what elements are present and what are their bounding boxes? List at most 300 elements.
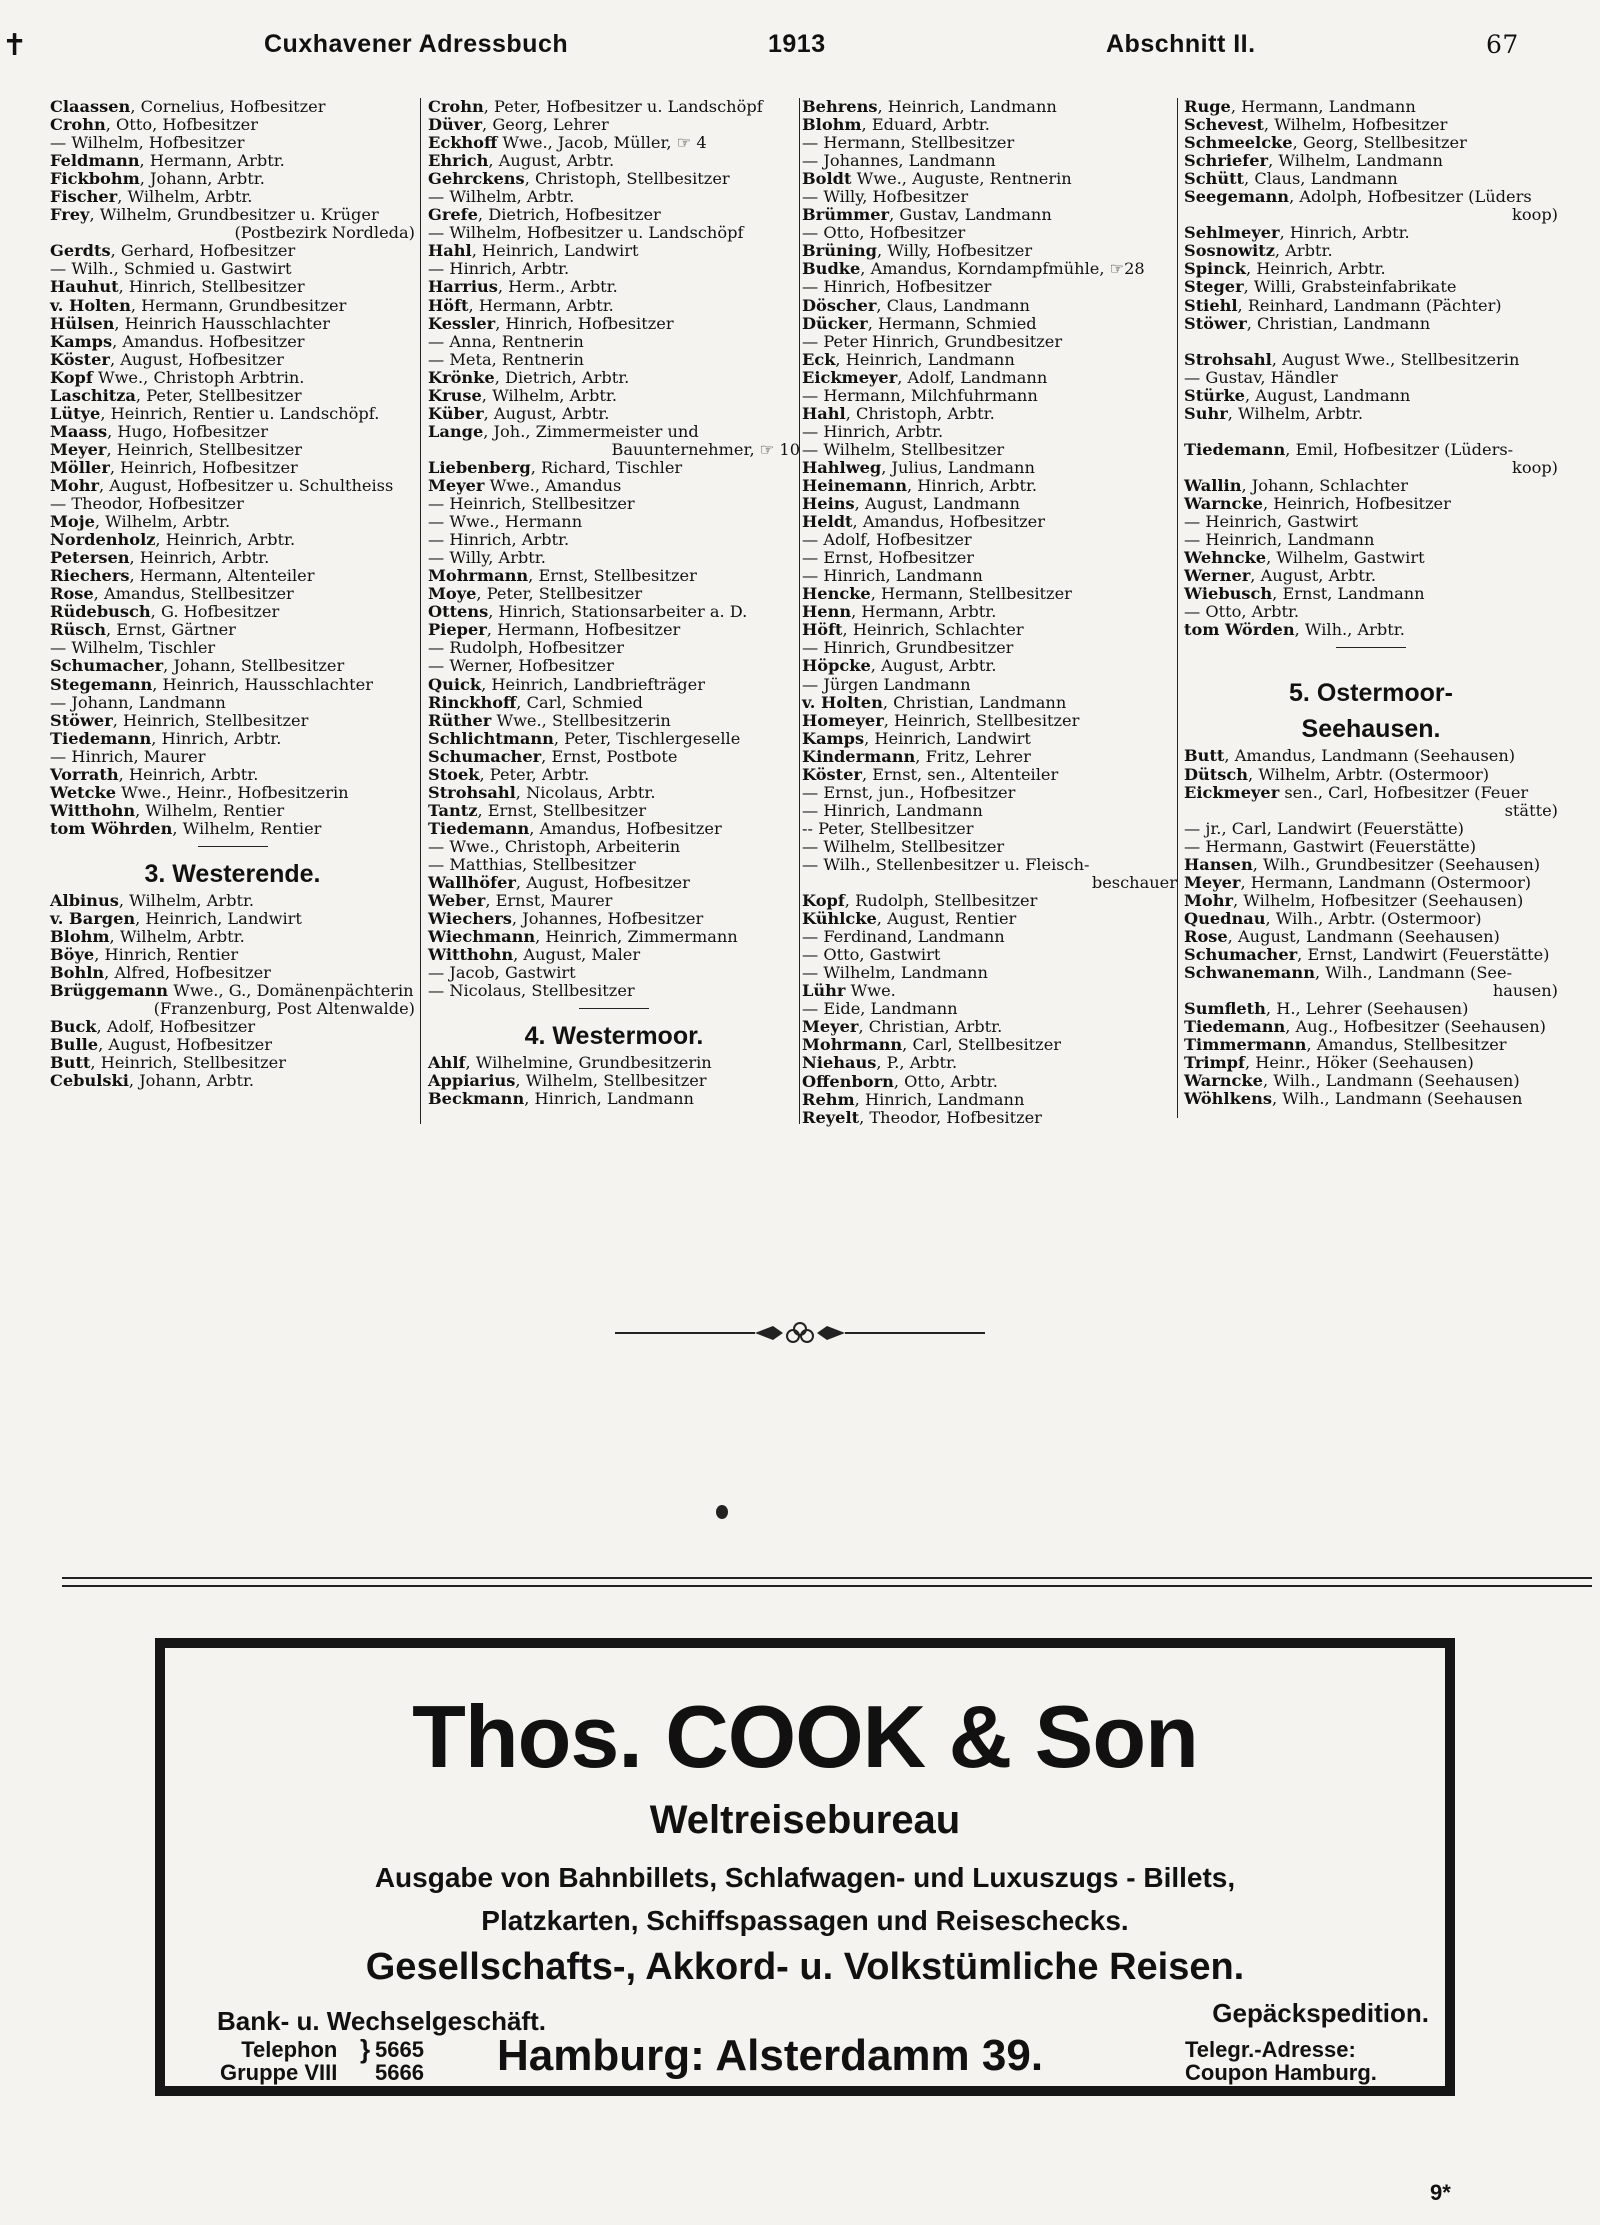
directory-entry xyxy=(50,134,415,152)
entry-details: , Heinrich, Landmann xyxy=(877,97,1057,116)
entry-surname: Hülsen xyxy=(50,313,115,333)
directory-entry xyxy=(1184,747,1558,765)
directory-entry xyxy=(802,928,1177,946)
entry-surname: Blohm xyxy=(802,115,862,135)
entry-surname: Homeyer xyxy=(802,710,884,730)
entry-details: koop) xyxy=(1512,205,1558,225)
directory-entry xyxy=(428,477,800,495)
entry-details: , Alfred, Hofbesitzer xyxy=(104,963,271,983)
entry-details: , Hermann, Grundbesitzer xyxy=(130,295,347,315)
directory-entry xyxy=(802,1018,1177,1036)
entry-details: — Hermann, Milchfuhrmann xyxy=(802,385,1038,405)
directory-entry xyxy=(802,278,1177,296)
entry-surname: Eickmeyer xyxy=(802,367,898,387)
directory-entry xyxy=(50,567,415,585)
entry-details: , Adolf, Landmann xyxy=(897,367,1048,387)
entry-details: , Johann, Stellbesitzer xyxy=(163,656,345,676)
spacer xyxy=(1184,333,1558,351)
directory-entry xyxy=(802,242,1177,260)
advertisement-box xyxy=(155,1638,1455,2096)
entry-details: , Hermann, Altenteiler xyxy=(129,566,315,586)
entry-surname: Bulle xyxy=(50,1035,99,1055)
entry-surname: Hahl xyxy=(802,403,846,423)
entry-details: — Wilhelm, Arbtr. xyxy=(428,187,575,207)
directory-entry xyxy=(50,766,415,784)
entry-surname: Liebenberg xyxy=(428,457,531,477)
directory-entry xyxy=(428,188,800,206)
entry-surname: v. Holten xyxy=(802,692,883,712)
directory-entry xyxy=(428,712,800,730)
entry-surname: tom Wörden xyxy=(1184,620,1295,640)
directory-entry xyxy=(802,820,1177,838)
entry-details: , Otto, Hofbesitzer xyxy=(105,115,258,135)
entry-surname: Köster xyxy=(802,764,862,784)
entry-details: — Johann, Landmann xyxy=(50,692,226,712)
entry-details: — Wilhelm, Tischler xyxy=(50,638,216,658)
directory-entry xyxy=(802,459,1177,477)
ad-subtitle: Weltreisebureau xyxy=(649,1798,961,1842)
entry-details: , Heinrich, Hausschlachter xyxy=(152,674,373,694)
directory-entry xyxy=(802,549,1177,567)
directory-entry xyxy=(1184,513,1558,531)
directory-entry xyxy=(802,892,1177,910)
entry-details: — Otto, Gastwirt xyxy=(802,945,941,965)
entry-details: , Hinrich, Stationsarbeiter a. D. xyxy=(488,602,748,622)
directory-entry xyxy=(50,441,415,459)
directory-entry xyxy=(802,730,1177,748)
entry-details: , Willi, Grabsteinfabrikate xyxy=(1243,277,1457,297)
entry-details: , August, Arbtr. xyxy=(870,656,997,676)
entry-details: Wwe., Auguste, Rentnerin xyxy=(851,169,1072,189)
entry-details: , Wilhelm, Arbtr. xyxy=(94,512,231,532)
directory-entry xyxy=(1184,1090,1558,1108)
entry-surname: Harrius xyxy=(428,277,498,297)
entry-details: , Heinrich, Arbtr. xyxy=(129,548,270,568)
entry-surname: Maass xyxy=(50,421,108,441)
directory-entry xyxy=(802,333,1177,351)
ad-services-line-2: Platzkarten, Schiffspassagen und Reiseschecks. xyxy=(481,1905,1129,1936)
entry-surname: Ruge xyxy=(1184,97,1231,116)
entry-details: , Amandus, Korndampfmühle, ☞28 xyxy=(860,259,1145,279)
entry-details: , Heinrich, Landwirt xyxy=(864,728,1031,748)
directory-entry xyxy=(428,387,800,405)
entry-details: , Wilh., Arbtr. xyxy=(1294,620,1405,640)
entry-details: , Wilhelmine, Grundbesitzerin xyxy=(465,1053,712,1073)
directory-entry xyxy=(802,170,1177,188)
section-separator xyxy=(428,1000,800,1018)
entry-surname: Brüning xyxy=(802,241,877,261)
entry-details: , Ernst, Postbote xyxy=(541,746,678,766)
entry-details: , Peter, Stellbesitzer xyxy=(135,385,302,405)
entry-surname: Sehlmeyer xyxy=(1184,223,1280,243)
entry-details: , Hugo, Hofbesitzer xyxy=(107,421,268,441)
entry-surname: Rose xyxy=(50,584,94,604)
entry-surname: Eickmeyer xyxy=(1184,782,1280,802)
entry-surname: Rinckhoff xyxy=(428,692,517,712)
entry-details: (Postbezirk Nordleda) xyxy=(234,223,415,243)
directory-entry xyxy=(50,585,415,603)
entry-details: , August, Arbtr. xyxy=(488,151,615,171)
entry-details: — jr., Carl, Landwirt (Feuerstätte) xyxy=(1184,818,1464,838)
directory-entry xyxy=(1184,1036,1558,1054)
book-title: Cuxhavener Adressbuch xyxy=(264,30,569,58)
entry-surname: Boldt xyxy=(802,169,852,189)
section-label: Abschnitt II. xyxy=(1106,30,1256,58)
entry-details: — Heinrich, Landmann xyxy=(1184,530,1375,550)
directory-entry xyxy=(1184,784,1558,802)
entry-surname: Höft xyxy=(802,620,843,640)
directory-entry xyxy=(802,260,1177,278)
entry-details: , Wilh., Landmann (See- xyxy=(1314,963,1513,983)
directory-entry xyxy=(50,351,415,369)
entry-surname: Warncke xyxy=(1184,1071,1263,1091)
entry-surname: Buck xyxy=(50,1017,97,1037)
directory-entry xyxy=(1184,1054,1558,1072)
directory-entry xyxy=(50,513,415,531)
entry-details: Wwe., Christoph Arbtrin. xyxy=(92,367,305,387)
ornament-divider xyxy=(615,1318,985,1348)
entry-details: Bauunternehmer, ☞ 10 xyxy=(611,439,800,459)
entry-surname: Stiehl xyxy=(1184,295,1238,315)
directory-entry xyxy=(50,98,415,116)
entry-surname: Pieper xyxy=(428,620,487,640)
ad-telegram xyxy=(1185,2038,1377,2084)
entry-details: , Claus, Landmann xyxy=(1244,169,1398,189)
entry-details: , Peter, Tischlergeselle xyxy=(553,728,741,748)
entry-surname: Beckmann xyxy=(428,1089,525,1109)
entry-details: , Joh., Zimmermeister und xyxy=(483,421,699,441)
entry-surname: Kamps xyxy=(802,728,865,748)
directory-entry xyxy=(802,369,1177,387)
column-1 xyxy=(50,98,415,1090)
directory-entry xyxy=(50,1018,415,1036)
page-header xyxy=(0,30,1600,70)
entry-details: , Ernst, sen., Altenteiler xyxy=(861,764,1059,784)
entry-details: , Heinrich, Hofbesitzer xyxy=(1262,494,1451,514)
directory-entry xyxy=(802,838,1177,856)
ad-bank-service: Bank- u. Wechselgeschäft. xyxy=(217,2006,546,2036)
directory-entry xyxy=(50,116,415,134)
directory-entry xyxy=(428,224,800,242)
entry-surname: Köster xyxy=(50,349,110,369)
entry-details: , Peter, Stellbesitzer xyxy=(476,584,643,604)
entry-surname: Tiedemann xyxy=(1184,1017,1286,1037)
entry-surname: Ottens xyxy=(428,602,489,622)
directory-entry xyxy=(428,802,800,820)
directory-entry xyxy=(1184,98,1558,116)
directory-entry xyxy=(802,387,1177,405)
entry-details: , Wilh., Landmann (Seehausen xyxy=(1271,1089,1523,1109)
directory-entry xyxy=(802,946,1177,964)
directory-entry xyxy=(1184,405,1558,423)
entry-details: , Dietrich, Hofbesitzer xyxy=(477,205,661,225)
directory-entry xyxy=(50,549,415,567)
directory-entry xyxy=(802,188,1177,206)
entry-details: , Wilhelm, Arbtr. xyxy=(481,385,618,405)
entry-details: — Ernst, Hofbesitzer xyxy=(802,548,975,568)
directory-entry xyxy=(428,946,800,964)
entry-details: — Wilhelm, Landmann xyxy=(802,963,988,983)
entry-details: — Gustav, Händler xyxy=(1184,367,1338,387)
entry-details: , Aug., Hofbesitzer (Seehausen) xyxy=(1285,1017,1546,1037)
signature-mark: 9* xyxy=(1430,2180,1451,2205)
directory-entry xyxy=(802,405,1177,423)
directory-entry xyxy=(428,116,800,134)
entry-details: — Hinrich, Arbtr. xyxy=(428,259,570,279)
directory-entry xyxy=(802,1054,1177,1072)
entry-details: — Hermann, Stellbesitzer xyxy=(802,133,1015,153)
directory-entry xyxy=(50,531,415,549)
directory-entry xyxy=(1184,242,1558,260)
entry-surname: Schevest xyxy=(1184,115,1264,135)
entry-details: , Heinrich, Schlachter xyxy=(842,620,1024,640)
entry-surname: Frey xyxy=(50,205,90,225)
entry-surname: Suhr xyxy=(1184,403,1228,423)
entry-details: , Hinrich, Stellbesitzer xyxy=(118,277,305,297)
entry-details: (Franzenburg, Post Altenwalde) xyxy=(153,999,415,1019)
entry-surname: Cebulski xyxy=(50,1071,129,1091)
entry-details: , Heinrich, Stellbesitzer xyxy=(112,710,309,730)
directory-entry xyxy=(50,369,415,387)
directory-entry xyxy=(50,676,415,694)
directory-entry xyxy=(1184,224,1558,242)
directory-entry xyxy=(1184,910,1558,928)
entry-details: , Georg, Stellbesitzer xyxy=(1292,133,1467,153)
entry-details: — Hinrich, Landmann xyxy=(802,800,983,820)
entry-details: , Amandus, Landmann (Seehausen) xyxy=(1224,746,1516,766)
directory-entry xyxy=(1184,441,1558,459)
entry-surname: Höft xyxy=(428,295,469,315)
entry-surname: Rose xyxy=(1184,926,1228,946)
directory-entry xyxy=(50,333,415,351)
entry-details: — Wilh., Stellenbesitzer u. Fleisch- xyxy=(802,854,1090,874)
entry-details: — Hinrich, Arbtr. xyxy=(802,421,944,441)
entry-details: , Emil, Hofbesitzer (Lüders- xyxy=(1285,439,1514,459)
directory-entry xyxy=(802,964,1177,982)
entry-details: , Hinrich, Rentier xyxy=(94,945,239,965)
directory-entry xyxy=(428,820,800,838)
entry-surname: Witthohn xyxy=(428,945,514,965)
entry-details: , Hinrich, Landmann xyxy=(524,1089,694,1109)
directory-entry xyxy=(428,910,800,928)
entry-surname: Dücker xyxy=(802,313,868,333)
directory-entry xyxy=(428,333,800,351)
entry-details: , Dietrich, Arbtr. xyxy=(494,367,630,387)
entry-surname: Albinus xyxy=(50,890,119,910)
entry-surname: Sumfleth xyxy=(1184,999,1266,1019)
entry-surname: Laschitza xyxy=(50,385,136,405)
entry-details: , Fritz, Lehrer xyxy=(915,746,1031,766)
entry-details: , Hermann, Arbtr. xyxy=(468,295,614,315)
directory-entry xyxy=(428,405,800,423)
directory-entry xyxy=(428,928,800,946)
entry-details: , Arbtr. xyxy=(1274,241,1333,261)
directory-entry xyxy=(428,892,800,910)
ad-phone-label-2: Gruppe VIII xyxy=(220,2060,338,2085)
directory-entry xyxy=(50,188,415,206)
directory-entry xyxy=(50,206,415,224)
entry-surname: tom Wöhrden xyxy=(50,818,173,838)
entry-details: , Ernst, Landwirt (Feuerstätte) xyxy=(1297,944,1550,964)
entry-details: , Heinrich, Stellbesitzer xyxy=(883,710,1080,730)
entry-details: , Gerhard, Hofbesitzer xyxy=(110,241,296,261)
directory-entry xyxy=(1184,459,1558,477)
entry-details: — Theodor, Hofbesitzer xyxy=(50,494,244,514)
entry-details: , August, Rentier xyxy=(876,909,1017,929)
directory-entry xyxy=(50,1000,415,1018)
entry-details: — Otto, Hofbesitzer xyxy=(802,223,966,243)
entry-details: , Richard, Tischler xyxy=(530,457,683,477)
entry-surname: Rehm xyxy=(802,1089,855,1109)
entry-surname: Kopf xyxy=(50,367,93,387)
entry-details: , August, Landmann (Seehausen) xyxy=(1227,926,1500,946)
directory-entry xyxy=(802,766,1177,784)
directory-entry xyxy=(1184,856,1558,874)
entry-details: , Hinrich, Hofbesitzer xyxy=(495,313,674,333)
entry-details: , August, Hofbesitzer xyxy=(109,349,284,369)
entry-details: , Hermann, Landmann xyxy=(1230,97,1416,116)
entry-details: Wwe., G., Domänenpächterin xyxy=(168,981,414,1001)
entry-details: , Amandus. Hofbesitzer xyxy=(112,331,305,351)
directory-entry xyxy=(802,351,1177,369)
entry-details: — Wwe., Christoph, Arbeiterin xyxy=(428,836,681,856)
directory-entry xyxy=(428,297,800,315)
entry-surname: Brümmer xyxy=(802,205,890,225)
entry-details: , Heinr., Höker (Seehausen) xyxy=(1244,1053,1474,1073)
directory-entry xyxy=(50,242,415,260)
entry-surname: Tiedemann xyxy=(428,818,530,838)
entry-details: , Julius, Landmann xyxy=(881,457,1035,477)
entry-details: , Heinrich, Landwirt xyxy=(135,908,302,928)
entry-surname: Heins xyxy=(802,494,855,514)
entry-surname: Timmermann xyxy=(1184,1035,1307,1055)
entry-details: — Meta, Rentnerin xyxy=(428,349,584,369)
column-divider xyxy=(420,98,421,1124)
entry-details: , Rudolph, Stellbesitzer xyxy=(844,891,1038,911)
corner-mark: ✝ xyxy=(2,29,28,62)
entry-details: — Eide, Landmann xyxy=(802,999,958,1019)
entry-surname: Stöwer xyxy=(1184,313,1247,333)
entry-details: , Carl, Stellbesitzer xyxy=(902,1035,1062,1055)
entry-surname: Weber xyxy=(428,891,486,911)
entry-details: , Amandus, Hofbesitzer xyxy=(529,818,722,838)
entry-details: , Georg, Lehrer xyxy=(482,115,609,135)
directory-entry xyxy=(428,603,800,621)
entry-details: , Wilhelm, Arbtr. xyxy=(118,890,255,910)
entry-details: , Wilhelm, Hofbesitzer (Seehausen) xyxy=(1233,890,1524,910)
column-divider xyxy=(1177,98,1178,1118)
entry-details: , Heinrich, Rentier u. Landschöpf. xyxy=(100,403,380,423)
entry-surname: Budke xyxy=(802,259,861,279)
entry-surname: Grefe xyxy=(428,205,478,225)
entry-surname: Mohr xyxy=(50,475,100,495)
entry-surname: Kindermann xyxy=(802,746,916,766)
entry-details: , Nicolaus, Arbtr. xyxy=(515,782,656,802)
directory-entry xyxy=(1184,567,1558,585)
entry-details: , Ernst, Stellbesitzer xyxy=(528,566,697,586)
year: 1913 xyxy=(768,30,826,58)
entry-surname: Schumacher xyxy=(50,656,164,676)
entry-details: , Peter, Arbtr. xyxy=(479,764,590,784)
directory-entry xyxy=(802,116,1177,134)
entry-details: , August, Hofbesitzer u. Schultheiss xyxy=(99,475,394,495)
directory-entry xyxy=(802,910,1177,928)
entry-surname: Lütye xyxy=(50,403,101,423)
entry-details: , Adolf, Hofbesitzer xyxy=(96,1017,256,1037)
ad-services-line-3: Gesellschafts-, Akkord- u. Volkstümliche Reisen. xyxy=(365,1946,1245,1988)
entry-details: , Heinrich, Landbriefträger xyxy=(481,674,705,694)
entry-details: , Christoph, Arbtr. xyxy=(845,403,995,423)
directory-entry xyxy=(50,982,415,1000)
directory-entry xyxy=(802,712,1177,730)
directory-entry xyxy=(802,585,1177,603)
column-4 xyxy=(1184,98,1558,1108)
directory-entry xyxy=(1184,820,1558,838)
directory-entry xyxy=(50,423,415,441)
entry-surname: Quick xyxy=(428,674,482,694)
entry-details: — Heinrich, Stellbesitzer xyxy=(428,494,635,514)
entry-details: , Wilhelm, Grundbesitzer u. Krüger xyxy=(89,205,379,225)
directory-entry xyxy=(428,549,800,567)
entry-surname: Kopf xyxy=(802,891,845,911)
entry-details: , Wilhelm, Gastwirt xyxy=(1266,548,1425,568)
entry-details: , H., Lehrer (Seehausen) xyxy=(1265,999,1469,1019)
entry-details: , Ernst, Landmann xyxy=(1272,584,1425,604)
entry-details: koop) xyxy=(1512,457,1558,477)
entry-details: Wwe. xyxy=(845,981,896,1001)
entry-surname: Rüdebusch xyxy=(50,602,151,622)
entry-details: , Amandus, Stellbesitzer xyxy=(1306,1035,1507,1055)
directory-entry xyxy=(802,676,1177,694)
entry-surname: Seegemann xyxy=(1184,187,1290,207)
entry-details: , August, Arbtr. xyxy=(1250,566,1376,586)
directory-entry xyxy=(50,459,415,477)
ad-phone-numbers xyxy=(375,2038,424,2084)
directory-entry xyxy=(802,657,1177,675)
entry-surname: Heinemann xyxy=(802,475,907,495)
directory-entry xyxy=(50,910,415,928)
directory-entry xyxy=(428,838,800,856)
entry-details: , Hinrich, Arbtr. xyxy=(906,475,1038,495)
directory-entry xyxy=(428,134,800,152)
entry-surname: Ahlf xyxy=(428,1053,466,1073)
entry-details: , Hermann, Schmied xyxy=(867,313,1037,333)
directory-entry xyxy=(428,1054,800,1072)
entry-details: , August Wwe., Stellbesitzerin xyxy=(1271,349,1520,369)
entry-details: , Wilh., Landmann (Seehausen) xyxy=(1262,1071,1520,1091)
directory-entry xyxy=(802,423,1177,441)
entry-surname: Crohn xyxy=(428,97,484,116)
directory-entry xyxy=(1184,351,1558,369)
entry-details: — Willy, Hofbesitzer xyxy=(802,187,969,207)
entry-details: — Heinrich, Gastwirt xyxy=(1184,512,1358,532)
entry-surname: Dütsch xyxy=(1184,764,1249,784)
directory-entry xyxy=(428,639,800,657)
directory-entry xyxy=(802,802,1177,820)
directory-entry xyxy=(802,134,1177,152)
entry-surname: Moje xyxy=(50,512,95,532)
entry-surname: Bohln xyxy=(50,963,105,983)
directory-entry xyxy=(802,206,1177,224)
entry-surname: Meyer xyxy=(1184,872,1241,892)
entry-surname: Trimpf xyxy=(1184,1053,1245,1073)
directory-entry xyxy=(50,603,415,621)
ad-phone-labels xyxy=(220,2038,337,2084)
entry-details: , Hermann, Stellbesitzer xyxy=(870,584,1072,604)
directory-entry xyxy=(428,1090,800,1108)
entry-surname: Eck xyxy=(802,349,836,369)
entry-surname: Wallin xyxy=(1184,475,1242,495)
